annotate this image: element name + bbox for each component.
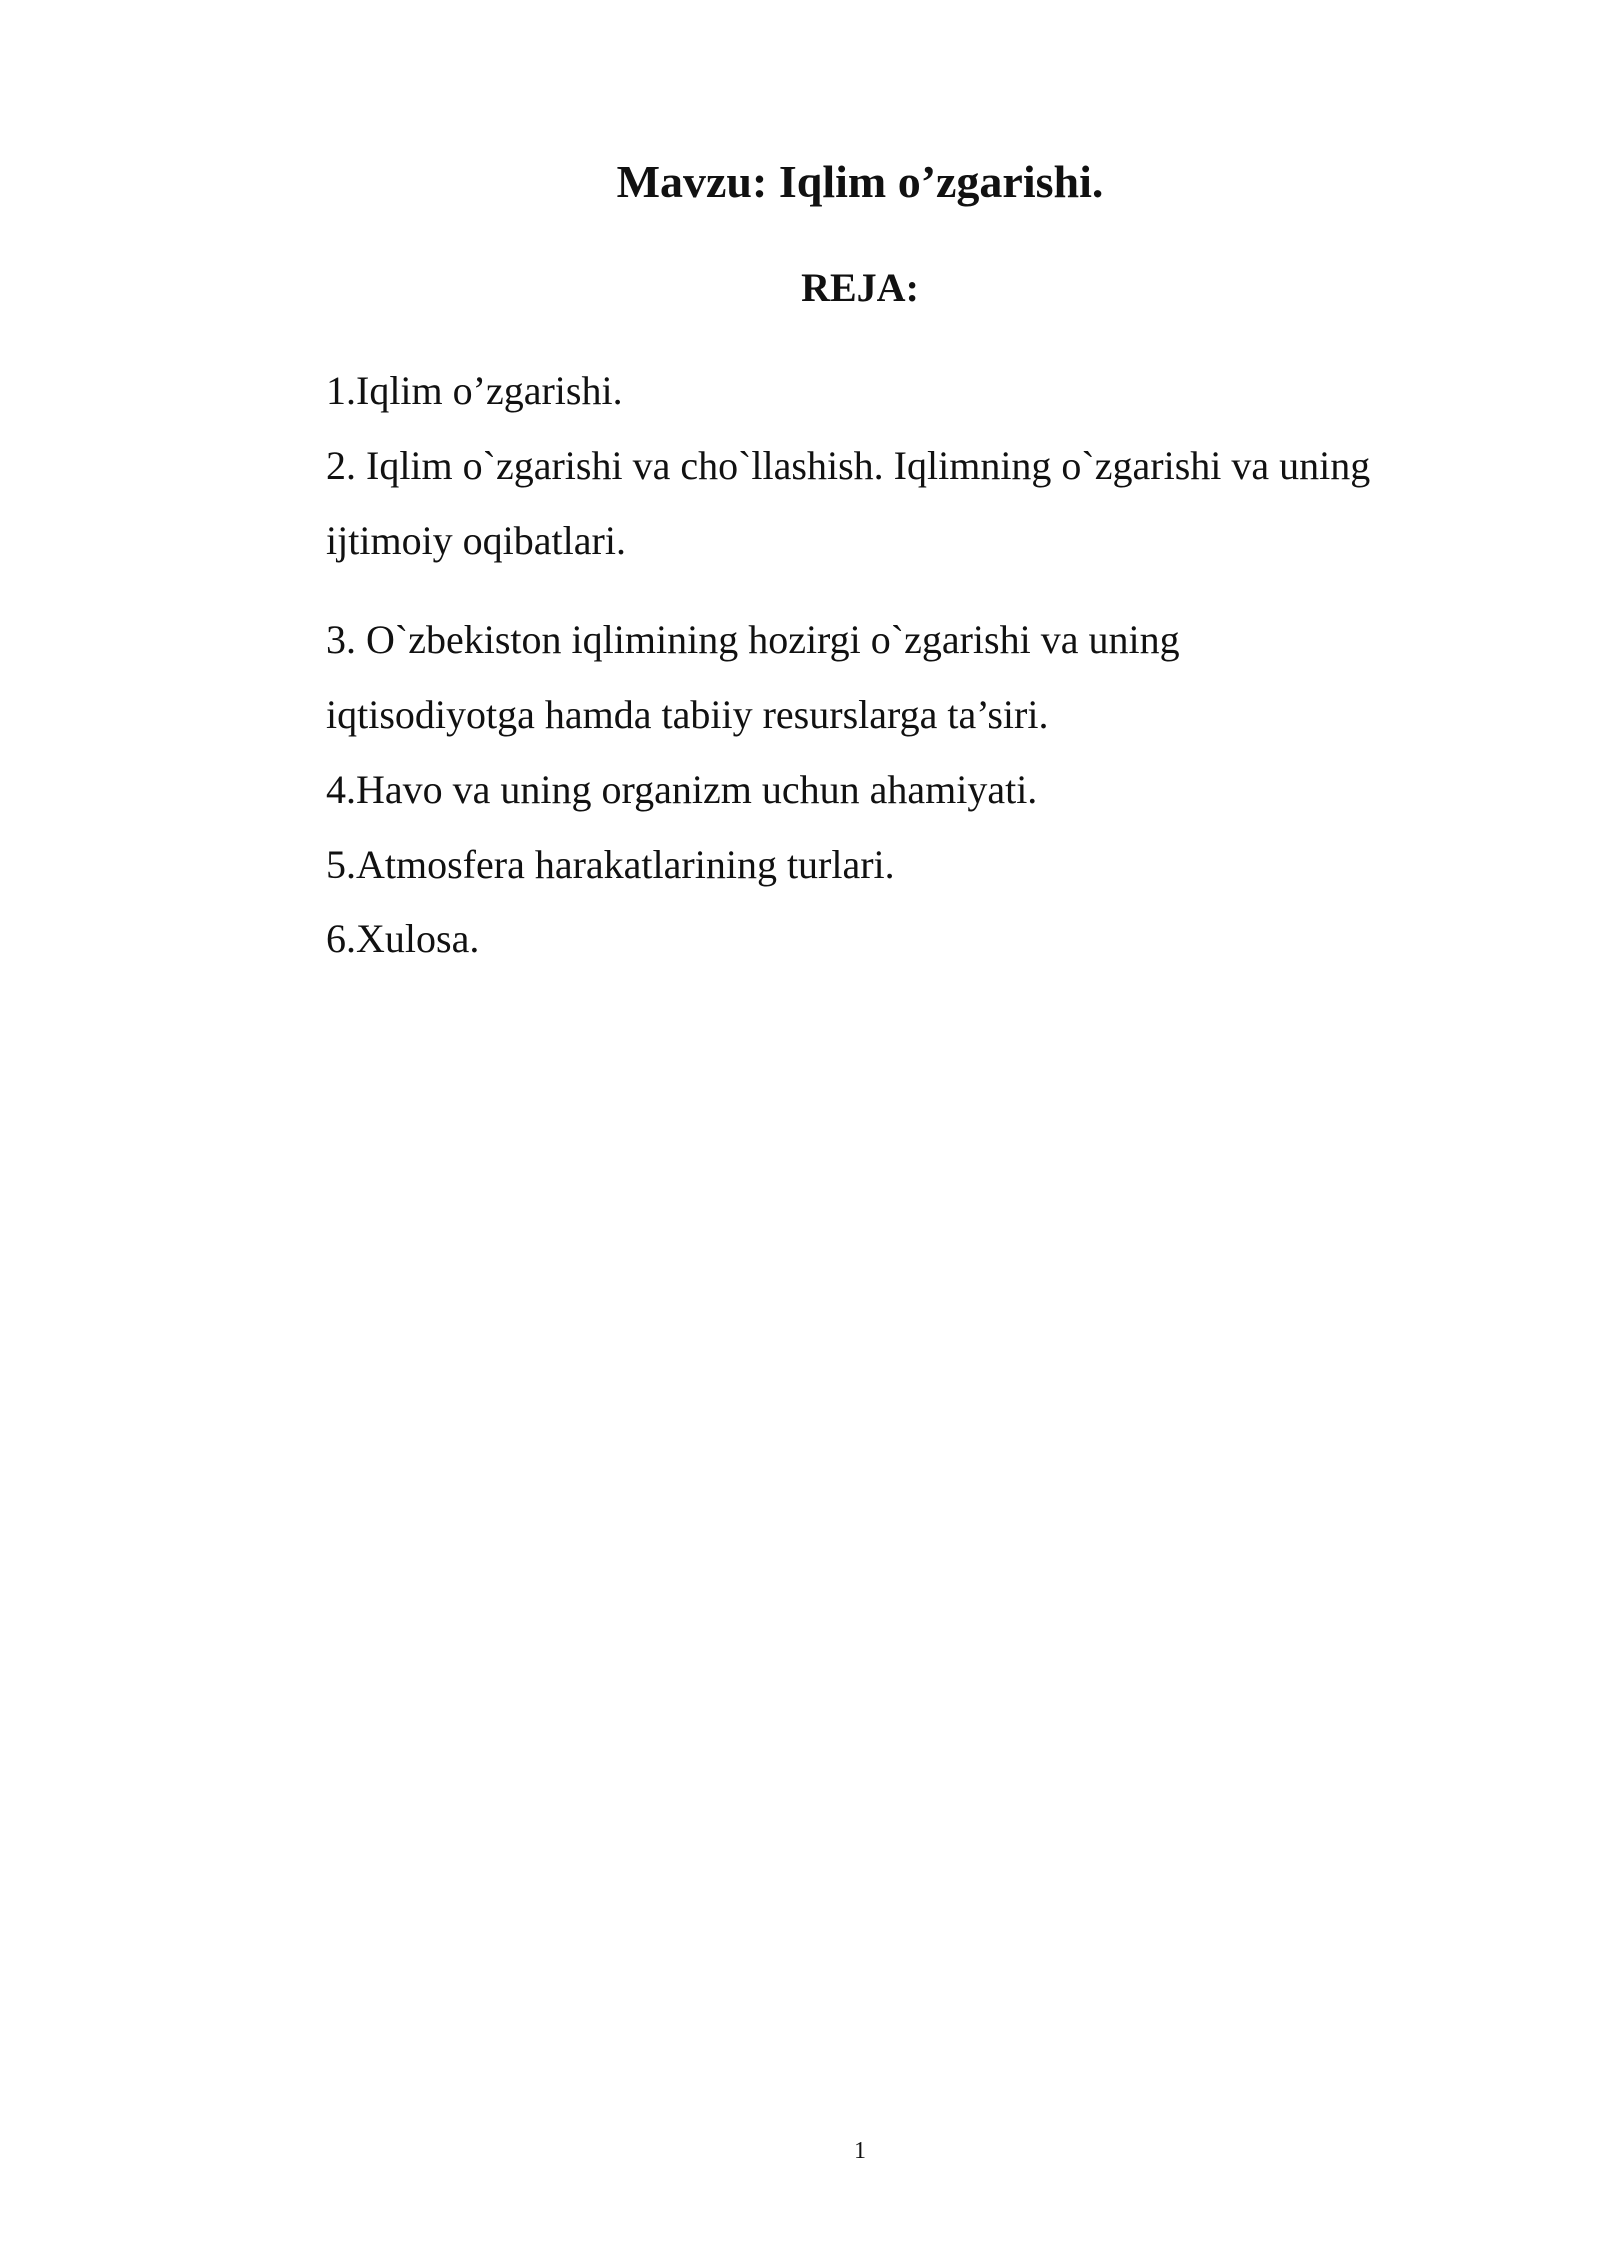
plan-item-2-line-2: ijtimoiy oqibatlari. (326, 518, 626, 563)
plan-item-2-line-1: 2. Iqlim o`zgarishi va cho`llashish. Iqlimning o`zgarishi va uning (326, 443, 1371, 488)
page-number: 1 (854, 2138, 866, 2164)
page-title: Mavzu: Iqlim o’zgarishi. (616, 156, 1104, 207)
plan-item-6: 6.Xulosa. (326, 916, 480, 961)
plan-item-3-line-1: 3. O`zbekiston iqlimining hozirgi o`zgarishi va uning (326, 617, 1180, 662)
plan-heading: REJA: (801, 265, 919, 310)
plan-item-1: 1.Iqlim o’zgarishi. (326, 368, 623, 413)
plan-item-4: 4.Havo va uning organizm uchun ahamiyati. (326, 767, 1038, 812)
plan-item-3-line-2: iqtisodiyotga hamda tabiiy resurslarga ta’siri. (326, 692, 1049, 737)
plan-item-5: 5.Atmosfera harakatlarining turlari. (326, 842, 895, 887)
